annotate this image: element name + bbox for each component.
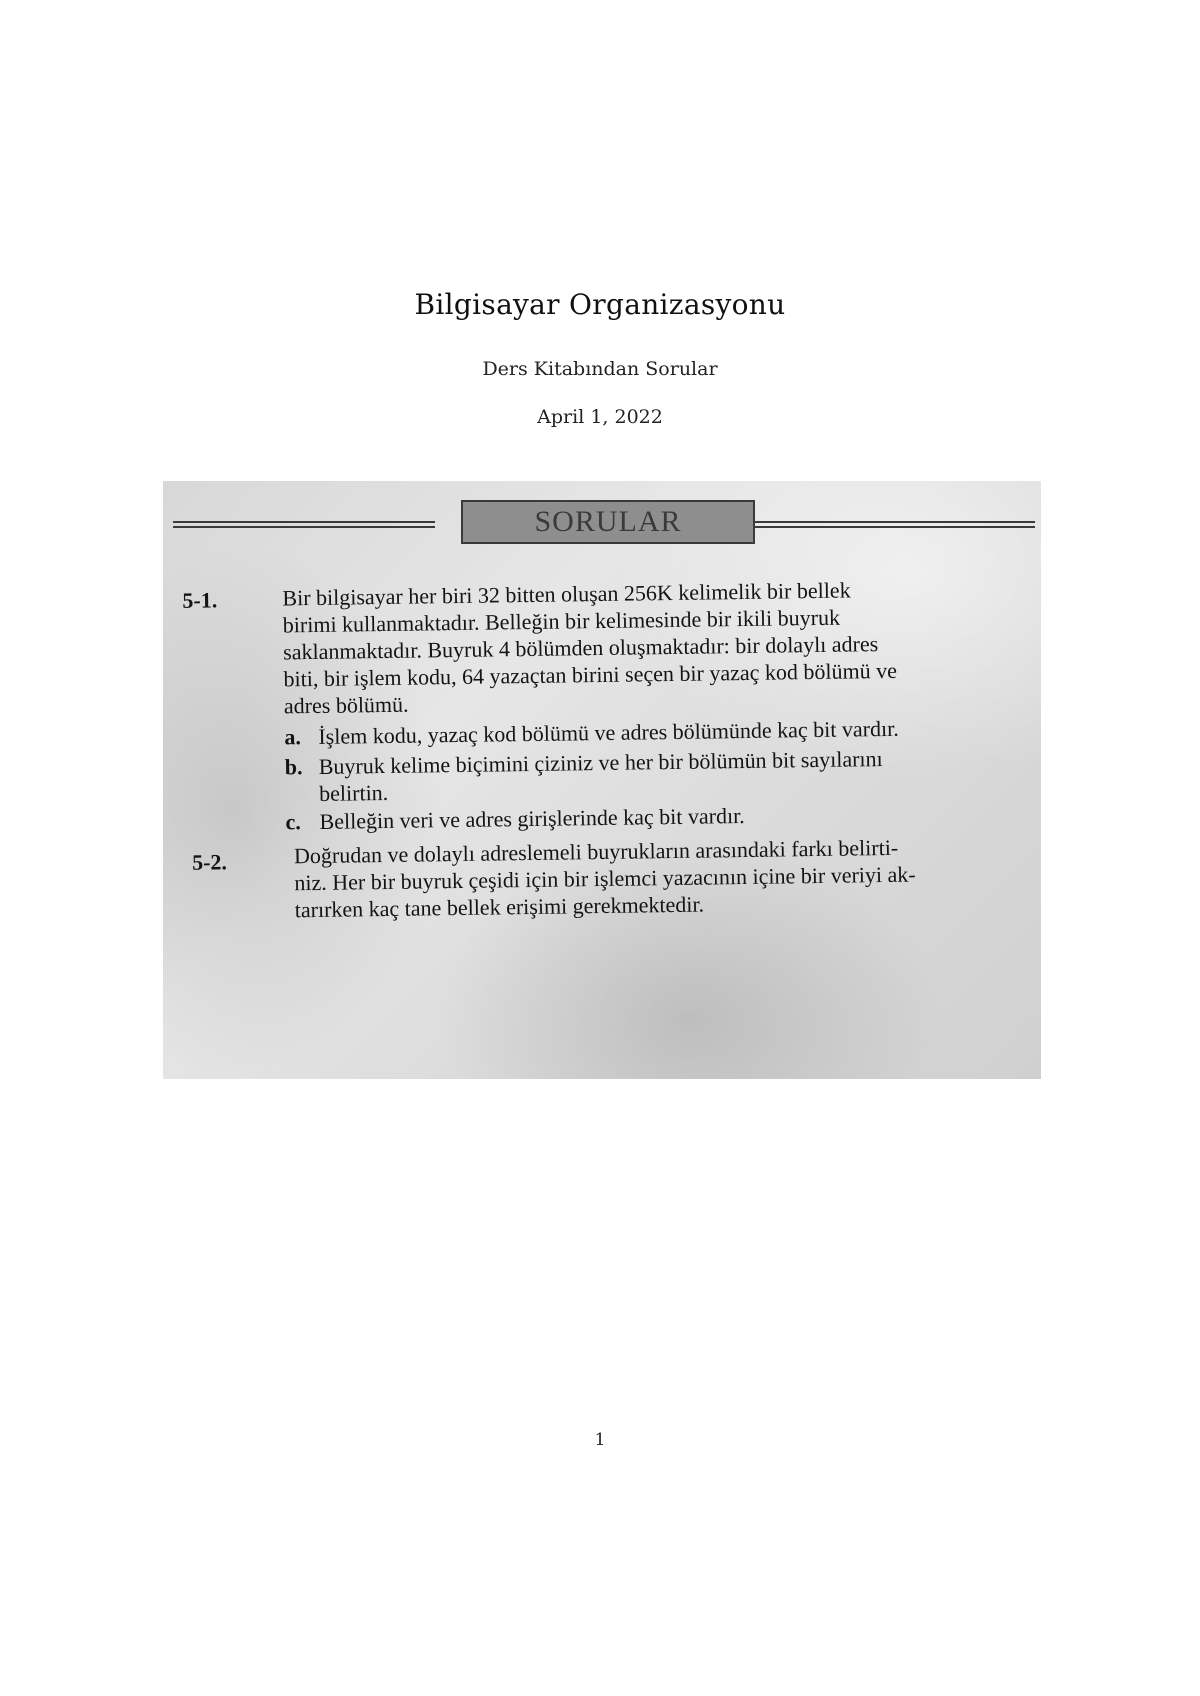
document-date: April 1, 2022 <box>537 406 663 428</box>
question-item-continuation: belirtin. <box>318 779 389 806</box>
question-line: Doğrudan ve dolaylı adreslemeli buyrukların arasındaki farkı belirti- <box>293 834 899 869</box>
question-text <box>294 832 1025 923</box>
question-item <box>285 802 745 835</box>
item-label: a. <box>284 724 302 750</box>
question-line: adres bölümü. <box>283 691 409 719</box>
item-label: c. <box>285 809 301 835</box>
question-item <box>285 745 883 780</box>
questions-block <box>163 481 1041 1079</box>
question-line: biti, bir işlem kodu, 64 yazaçtan birini seçen bir yazaç kod bölümü ve <box>283 657 898 692</box>
item-text: Belleğin veri ve adres girişlerinde kaç bit vardır. <box>319 803 745 834</box>
question-line: niz. Her bir buyruk çeşidi için bir işlemci yazacının içine bir veriyi ak- <box>294 861 916 896</box>
section-heading: SORULAR <box>461 500 755 544</box>
question-item <box>284 715 899 751</box>
page-number: 1 <box>594 1430 606 1450</box>
question-line: Bir bilgisayar her biri 32 bitten oluşan 256K kelimelik bir bellek <box>282 577 851 611</box>
question-line: tarırken kaç tane bellek erişimi gerekmektedir. <box>294 891 705 923</box>
document-subtitle: Ders Kitabından Sorular <box>482 358 718 380</box>
question-text <box>282 574 1020 719</box>
item-text: İşlem kodu, yazaç kod bölümü ve adres bölümünde kaç bit vardır. <box>318 715 899 749</box>
item-label: b. <box>284 754 303 780</box>
question-line: birimi kullanmaktadır. Belleğin bir kelimesinde bir ikili buyruk <box>282 604 841 638</box>
question-line: saklanmaktadır. Buyruk 4 bölümden oluşmaktadır: bir dolaylı adres <box>283 631 879 665</box>
question-number: 5-2. <box>191 849 228 875</box>
textbook-photo <box>163 481 1041 1079</box>
question-number: 5-1. <box>182 587 218 613</box>
document-title: Bilgisayar Organizasyonu <box>414 288 786 321</box>
item-text: Buyruk kelime biçimini çiziniz ve her bir bölümün bit sayılarını <box>318 746 883 779</box>
